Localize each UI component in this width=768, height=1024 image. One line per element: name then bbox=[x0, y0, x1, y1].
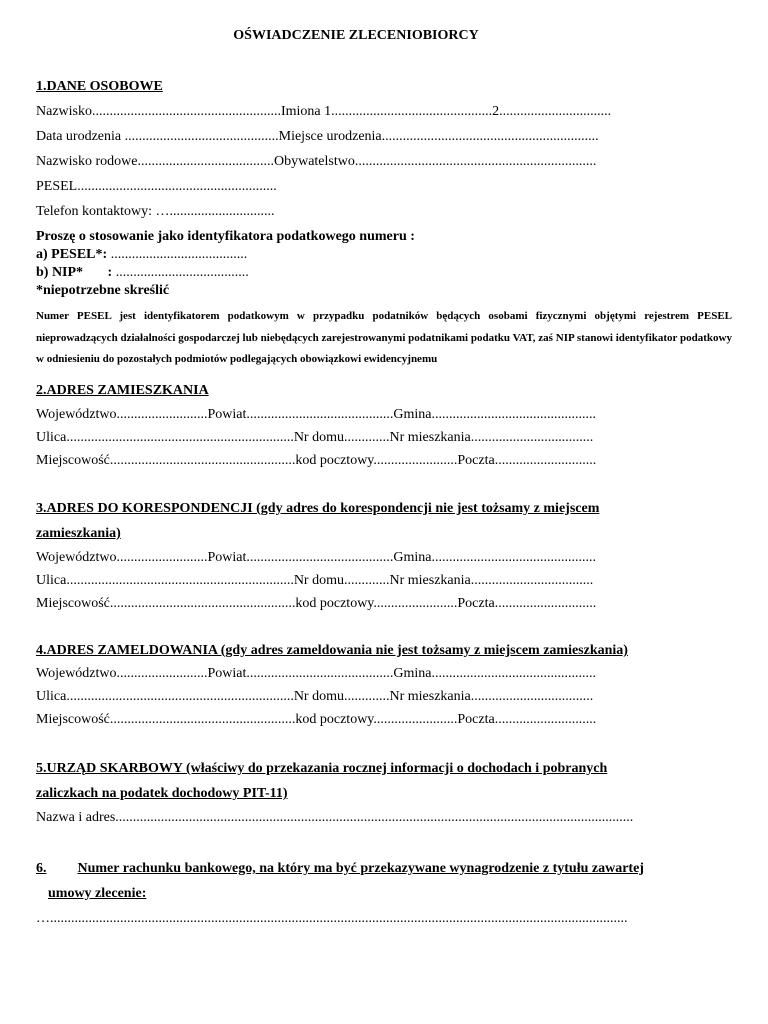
s2-field-wojewodztwo-powiat-gmina[interactable]: Województwo..........................Powiat..........................................Gmina............................................... bbox=[36, 407, 597, 422]
option-pesel-label: a) PESEL*: bbox=[36, 247, 108, 262]
s4-field-miejscowosc-kod-poczta[interactable]: Miejscowość.....................................................kod pocztowy........................Poczta............................. bbox=[36, 712, 597, 727]
s4-field-wojewodztwo-powiat-gmina[interactable]: Województwo..........................Powiat..........................................Gmina............................................... bbox=[36, 666, 597, 681]
field-data-miejsce-urodzenia[interactable]: Data urodzenia ............................................Miejsce urodzenia.............................................................. bbox=[36, 129, 599, 144]
s6-field-rachunek[interactable]: …..................................................................................................................................................................... bbox=[36, 911, 628, 926]
option-nip-label: b) NIP* : bbox=[36, 265, 113, 280]
field-nazwisko-imiona[interactable]: Nazwisko......................................................Imiona 1..............................................2................................ bbox=[36, 104, 612, 119]
document-title: OŚWIADCZENIE ZLECENIOBIORCY bbox=[233, 28, 479, 43]
option-pesel-dots[interactable]: ....................................... bbox=[107, 247, 248, 262]
s2-field-miejscowosc-kod-poczta[interactable]: Miejscowość.....................................................kod pocztowy........................Poczta............................. bbox=[36, 453, 597, 468]
field-telefon[interactable]: Telefon kontaktowy: ….............................. bbox=[36, 204, 275, 219]
section-3-heading-line1: 3.ADRES DO KORESPONDENCJI (gdy adres do korespondencji nie jest tożsamy z miejscem bbox=[36, 501, 600, 516]
section-5-heading-line2: zaliczkach na podatek dochodowy PIT-11) bbox=[36, 786, 288, 801]
tax-id-option-nip[interactable] bbox=[36, 264, 249, 282]
s3-field-ulica-nr-domu[interactable]: Ulica.................................................................Nr domu.............Nr mieszkania................................... bbox=[36, 573, 594, 588]
section-4-heading: 4.ADRES ZAMELDOWANIA (gdy adres zameldowania nie jest tożsamy z miejscem zamieszkania) bbox=[36, 643, 628, 658]
section-6-number: 6. bbox=[36, 861, 47, 876]
s4-field-ulica-nr-domu[interactable]: Ulica.................................................................Nr domu.............Nr mieszkania................................... bbox=[36, 689, 594, 704]
section-6-heading-text: Numer rachunku bankowego, na który ma być przekazywane wynagrodzenie z tytułu zawartej bbox=[77, 861, 644, 876]
option-nip-dots[interactable]: ...................................... bbox=[112, 265, 249, 280]
tax-id-option-pesel[interactable] bbox=[36, 246, 247, 264]
s3-field-wojewodztwo-powiat-gmina[interactable]: Województwo..........................Powiat..........................................Gmina............................................... bbox=[36, 550, 597, 565]
s5-field-nazwa-adres[interactable]: Nazwa i adres.................................................................................................................................................... bbox=[36, 810, 634, 825]
section-1-heading: 1.DANE OSOBOWE bbox=[36, 79, 163, 94]
field-nazwisko-rodowe-obywatelstwo[interactable]: Nazwisko rodowe.......................................Obywatelstwo..................................................................... bbox=[36, 154, 597, 169]
s2-field-ulica-nr-domu[interactable]: Ulica.................................................................Nr domu.............Nr mieszkania................................... bbox=[36, 430, 594, 445]
section-2-heading: 2.ADRES ZAMIESZKANIA bbox=[36, 383, 209, 398]
s3-field-miejscowosc-kod-poczta[interactable]: Miejscowość.....................................................kod pocztowy........................Poczta............................. bbox=[36, 596, 597, 611]
section-6-heading-line1 bbox=[36, 860, 644, 878]
section-3-heading-line2: zamieszkania) bbox=[36, 526, 121, 541]
tax-id-request: Proszę o stosowanie jako identyfikatora podatkowego numeru : bbox=[36, 229, 415, 244]
pesel-nip-explanation: Numer PESEL jest identyfikatorem podatkowym w przypadku podatników będących osobami fizycznymi objętymi rejestrem PESEL nieprowadzących działalności gospodarczej lub niebędących zarejestrowanymi podatnikami podatku VAT, zaś NIP stanowi identyfikator podatkowy w odniesieniu do pozostałych podmiotów podlegających obowiązkowi ewidencyjnemu bbox=[36, 310, 732, 365]
section-6-heading-line2: umowy zlecenie: bbox=[48, 886, 147, 901]
strike-note: *niepotrzebne skreślić bbox=[36, 283, 170, 298]
field-pesel[interactable]: PESEL......................................................... bbox=[36, 179, 277, 194]
section-5-heading-line1: 5.URZĄD SKARBOWY (właściwy do przekazania rocznej informacji o dochodach i pobranych bbox=[36, 761, 608, 776]
